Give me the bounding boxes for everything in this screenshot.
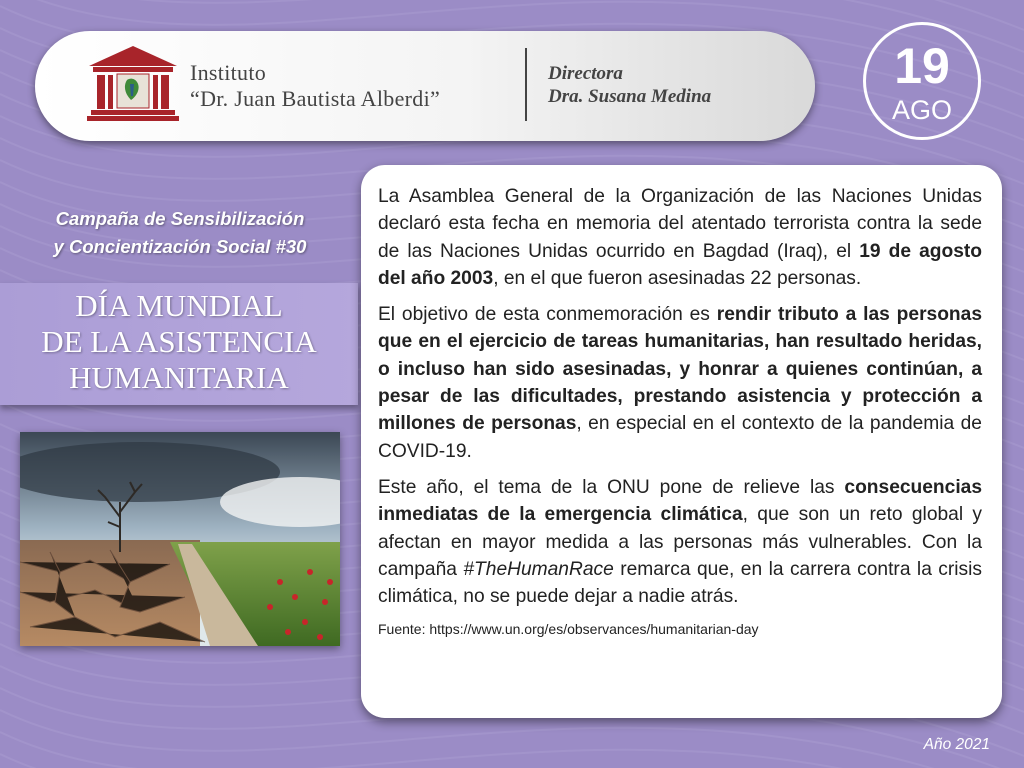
date-month: AGO [891,95,952,125]
institute-name-line1: Instituto [190,60,267,85]
p2-text-a: El objetivo de esta conmemoración es [378,304,717,326]
date-day: 19 [894,38,950,94]
p2-text-bold: rendir tributo a las personas que en el ejercicio de tareas humanitarias, han resultado heridas, o incluso han sido asesinadas, y honrar a quienes continúan, a pesar de las dificultades, prestando asistencia y protección a millones de personas [378,304,982,435]
background-wave [0,732,1024,768]
header-divider [525,48,527,121]
source-link[interactable]: Fuente: https://www.un.org/es/observances/humanitarian-day [378,621,759,638]
paragraph-1 [378,183,982,292]
title-line3: HUMANITARIA [69,360,289,395]
p2-text-c: , en especial en el contexto de la pandemia de COVID-19. [378,413,982,462]
title-line1: DÍA MUNDIAL [75,288,283,323]
director-title: Directora [548,63,623,84]
hashtag: #TheHumanRace [463,558,614,580]
p3-text-bold: consecuencias inmediatas de la emergencia climática [378,476,982,526]
p1-text-bold: 19 de agosto del año 2003 [378,240,982,289]
campaign-line1: Campaña de Sensibilización [55,208,305,229]
background-wave [0,710,1024,768]
year-label: Año 2021 [923,736,990,753]
campaign-subtitle [20,205,340,261]
paragraph-3 [378,474,982,610]
p3-text-c: , que son un reto global y afectan en mayor medida a las personas más vulnerables. Con la campaña [378,504,982,580]
content-card [361,165,1002,718]
p1-text-a: La Asamblea General de la Organización de las Naciones Unidas declaró esta fecha en memoria del atentado terrorista contra la sede de las Naciones Unidas ocurrido en Bagdad (Iraq), el [378,186,982,262]
p3-text-a: Este año, el tema de la ONU pone de relieve las [378,476,845,498]
content-text [378,183,982,639]
climate-photo [20,432,340,646]
paragraph-2 [378,301,982,465]
institute-logo [87,44,179,122]
p1-text-c: , en el que fueron asesinadas 22 personas. [493,267,862,289]
director-name: Dra. Susana Medina [548,86,712,107]
title-line2: DE LA ASISTENCIA [41,324,317,359]
background-wave [0,754,1024,768]
institute-name-line2: “Dr. Juan Bautista Alberdi” [190,86,441,111]
p3-text-e: remarca que, en la carrera contra la crisis climática, no se puede dejar a nadie atrás. [378,558,982,608]
page-title [0,288,358,396]
campaign-line2: y Concientización Social #30 [53,236,307,257]
date-badge [863,22,981,140]
